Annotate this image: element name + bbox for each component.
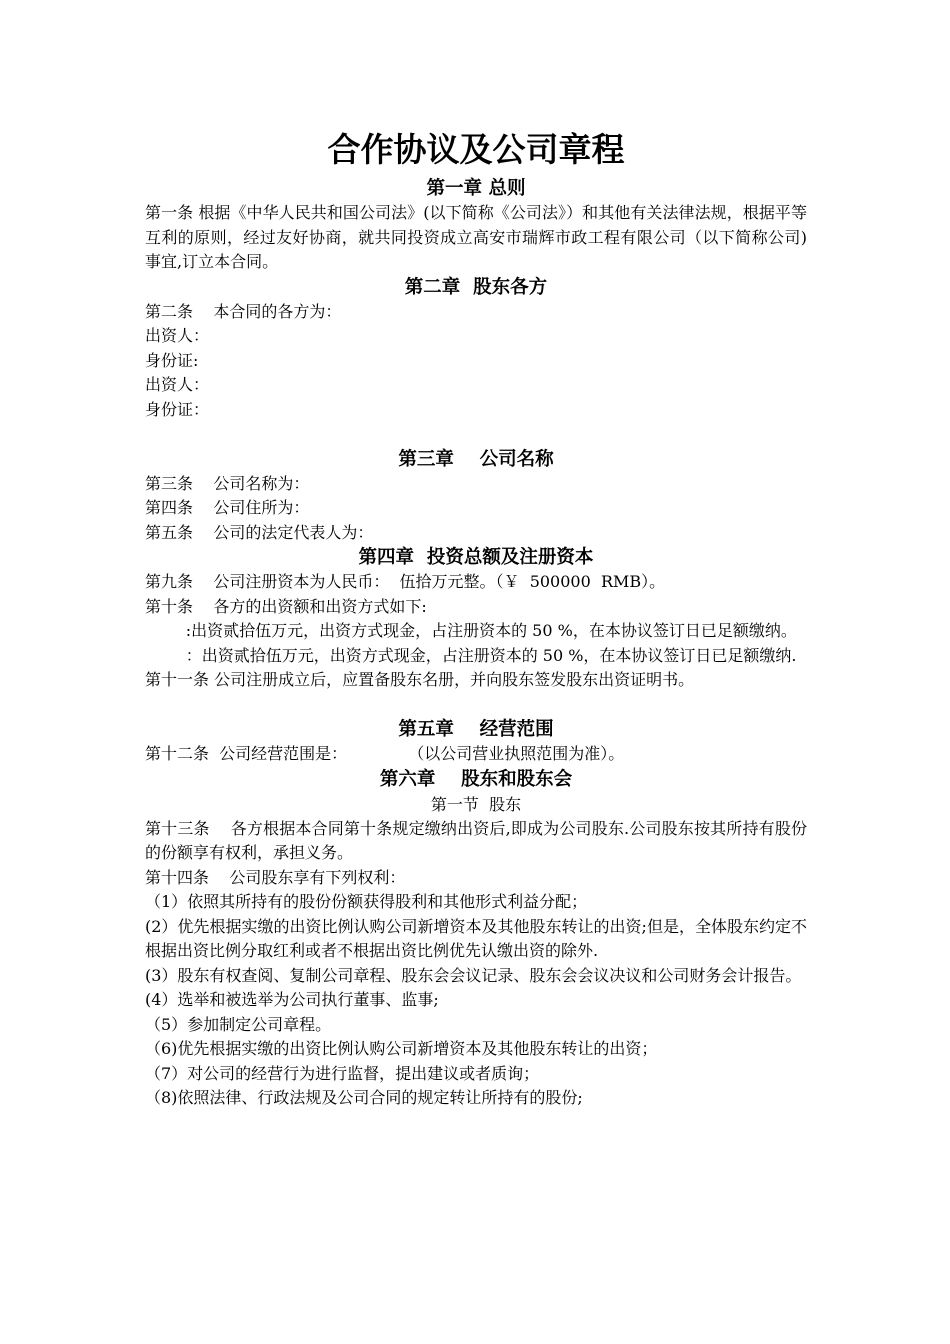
article-1: 第一条 根据《中华人民共和国公司法》(以下简称《公司法》）和其他有关法律法规，根据平等互利的原则，经过友好协商，就共同投资成立高安市瑞辉市政工程有限公司（以下简称公司)事宜,订立本合同。 xyxy=(145,203,807,271)
right-item: (2）优先根据实缴的出资比例认购公司新增资本及其他股东转让的出资;但是，全体股东约定不根据出资比例分取红利或者不根据出资比例优先认缴出资的除外. xyxy=(145,916,807,960)
article-9: 第九条 公司注册资本为人民币： 伍拾万元整。（￥ 500000 RMB）。 xyxy=(145,572,666,591)
blank-line xyxy=(145,693,807,718)
capital-share-1: :出资贰拾伍万元，出资方式现金，占注册资本的 50 %，在本协议签订日已足额缴纳。 xyxy=(145,621,797,640)
id-1-field: 身份证: xyxy=(145,350,199,370)
right-item: （1）依照其所持有的股份份额获得股利和其他形式利益分配； xyxy=(145,892,588,911)
document-body xyxy=(145,128,807,1111)
right-item: （5）参加制定公司章程。 xyxy=(145,1014,332,1034)
article-3: 第三条 公司名称为： xyxy=(145,473,310,493)
chapter-3-heading: 第三章 公司名称 xyxy=(398,448,554,470)
section-1-heading: 第一节 股东 xyxy=(430,794,522,814)
investor-2-field: 出资人： xyxy=(145,375,210,394)
capital-share-2: ：出资贰拾伍万元，出资方式现金，占注册资本的 50 %，在本协议签订日已足额缴纳. xyxy=(145,645,797,665)
chapter-6-heading: 第六章 股东和股东会 xyxy=(379,768,573,790)
chapter-2-heading: 第二章 股东各方 xyxy=(404,276,548,298)
article-13: 第十三条 各方根据本合同第十条规定缴纳出资后,即成为公司股东.公司股东按其所持有股份的份额享有权利，承担义务。 xyxy=(145,818,807,862)
chapter-1-heading: 第一章 总则 xyxy=(426,178,526,199)
blank-line xyxy=(145,422,807,447)
right-item: （8)依照法律、行政法规及公司合同的规定转让所持有的股份; xyxy=(145,1088,583,1107)
chapter-4-heading: 第四章 投资总额及注册资本 xyxy=(358,547,594,568)
article-14: 第十四条 公司股东享有下列权利： xyxy=(145,867,406,887)
article-12: 第十二条 公司经营范围是： （以公司营业执照范围为准）。 xyxy=(145,744,625,763)
article-4: 第四条 公司住所为： xyxy=(145,498,310,517)
id-2-field: 身份证： xyxy=(145,399,210,419)
article-10: 第十条 各方的出资额和出资方式如下: xyxy=(145,596,427,616)
article-11: 第十一条 公司注册成立后，应置备股东名册，并向股东签发股东出资证明书。 xyxy=(145,670,695,689)
right-item: (3）股东有权查阅、复制公司章程、股东会会议记录、股东会会议决议和公司财务会计报告。 xyxy=(145,965,802,985)
chapter-5-heading: 第五章 经营范围 xyxy=(398,719,554,740)
right-item: （7）对公司的经营行为进行监督，提出建议或者质询； xyxy=(145,1063,540,1083)
article-2: 第二条 本合同的各方为： xyxy=(145,301,342,321)
right-item: （6)优先根据实缴的出资比例认购公司新增资本及其他股东转让的出资； xyxy=(145,1039,658,1058)
investor-1-field: 出资人： xyxy=(145,326,210,345)
article-5: 第五条 公司的法定代表人为： xyxy=(145,522,374,542)
right-item: (4）选举和被选举为公司执行董事、监事; xyxy=(145,990,439,1009)
document-title: 合作协议及公司章程 xyxy=(327,130,625,169)
